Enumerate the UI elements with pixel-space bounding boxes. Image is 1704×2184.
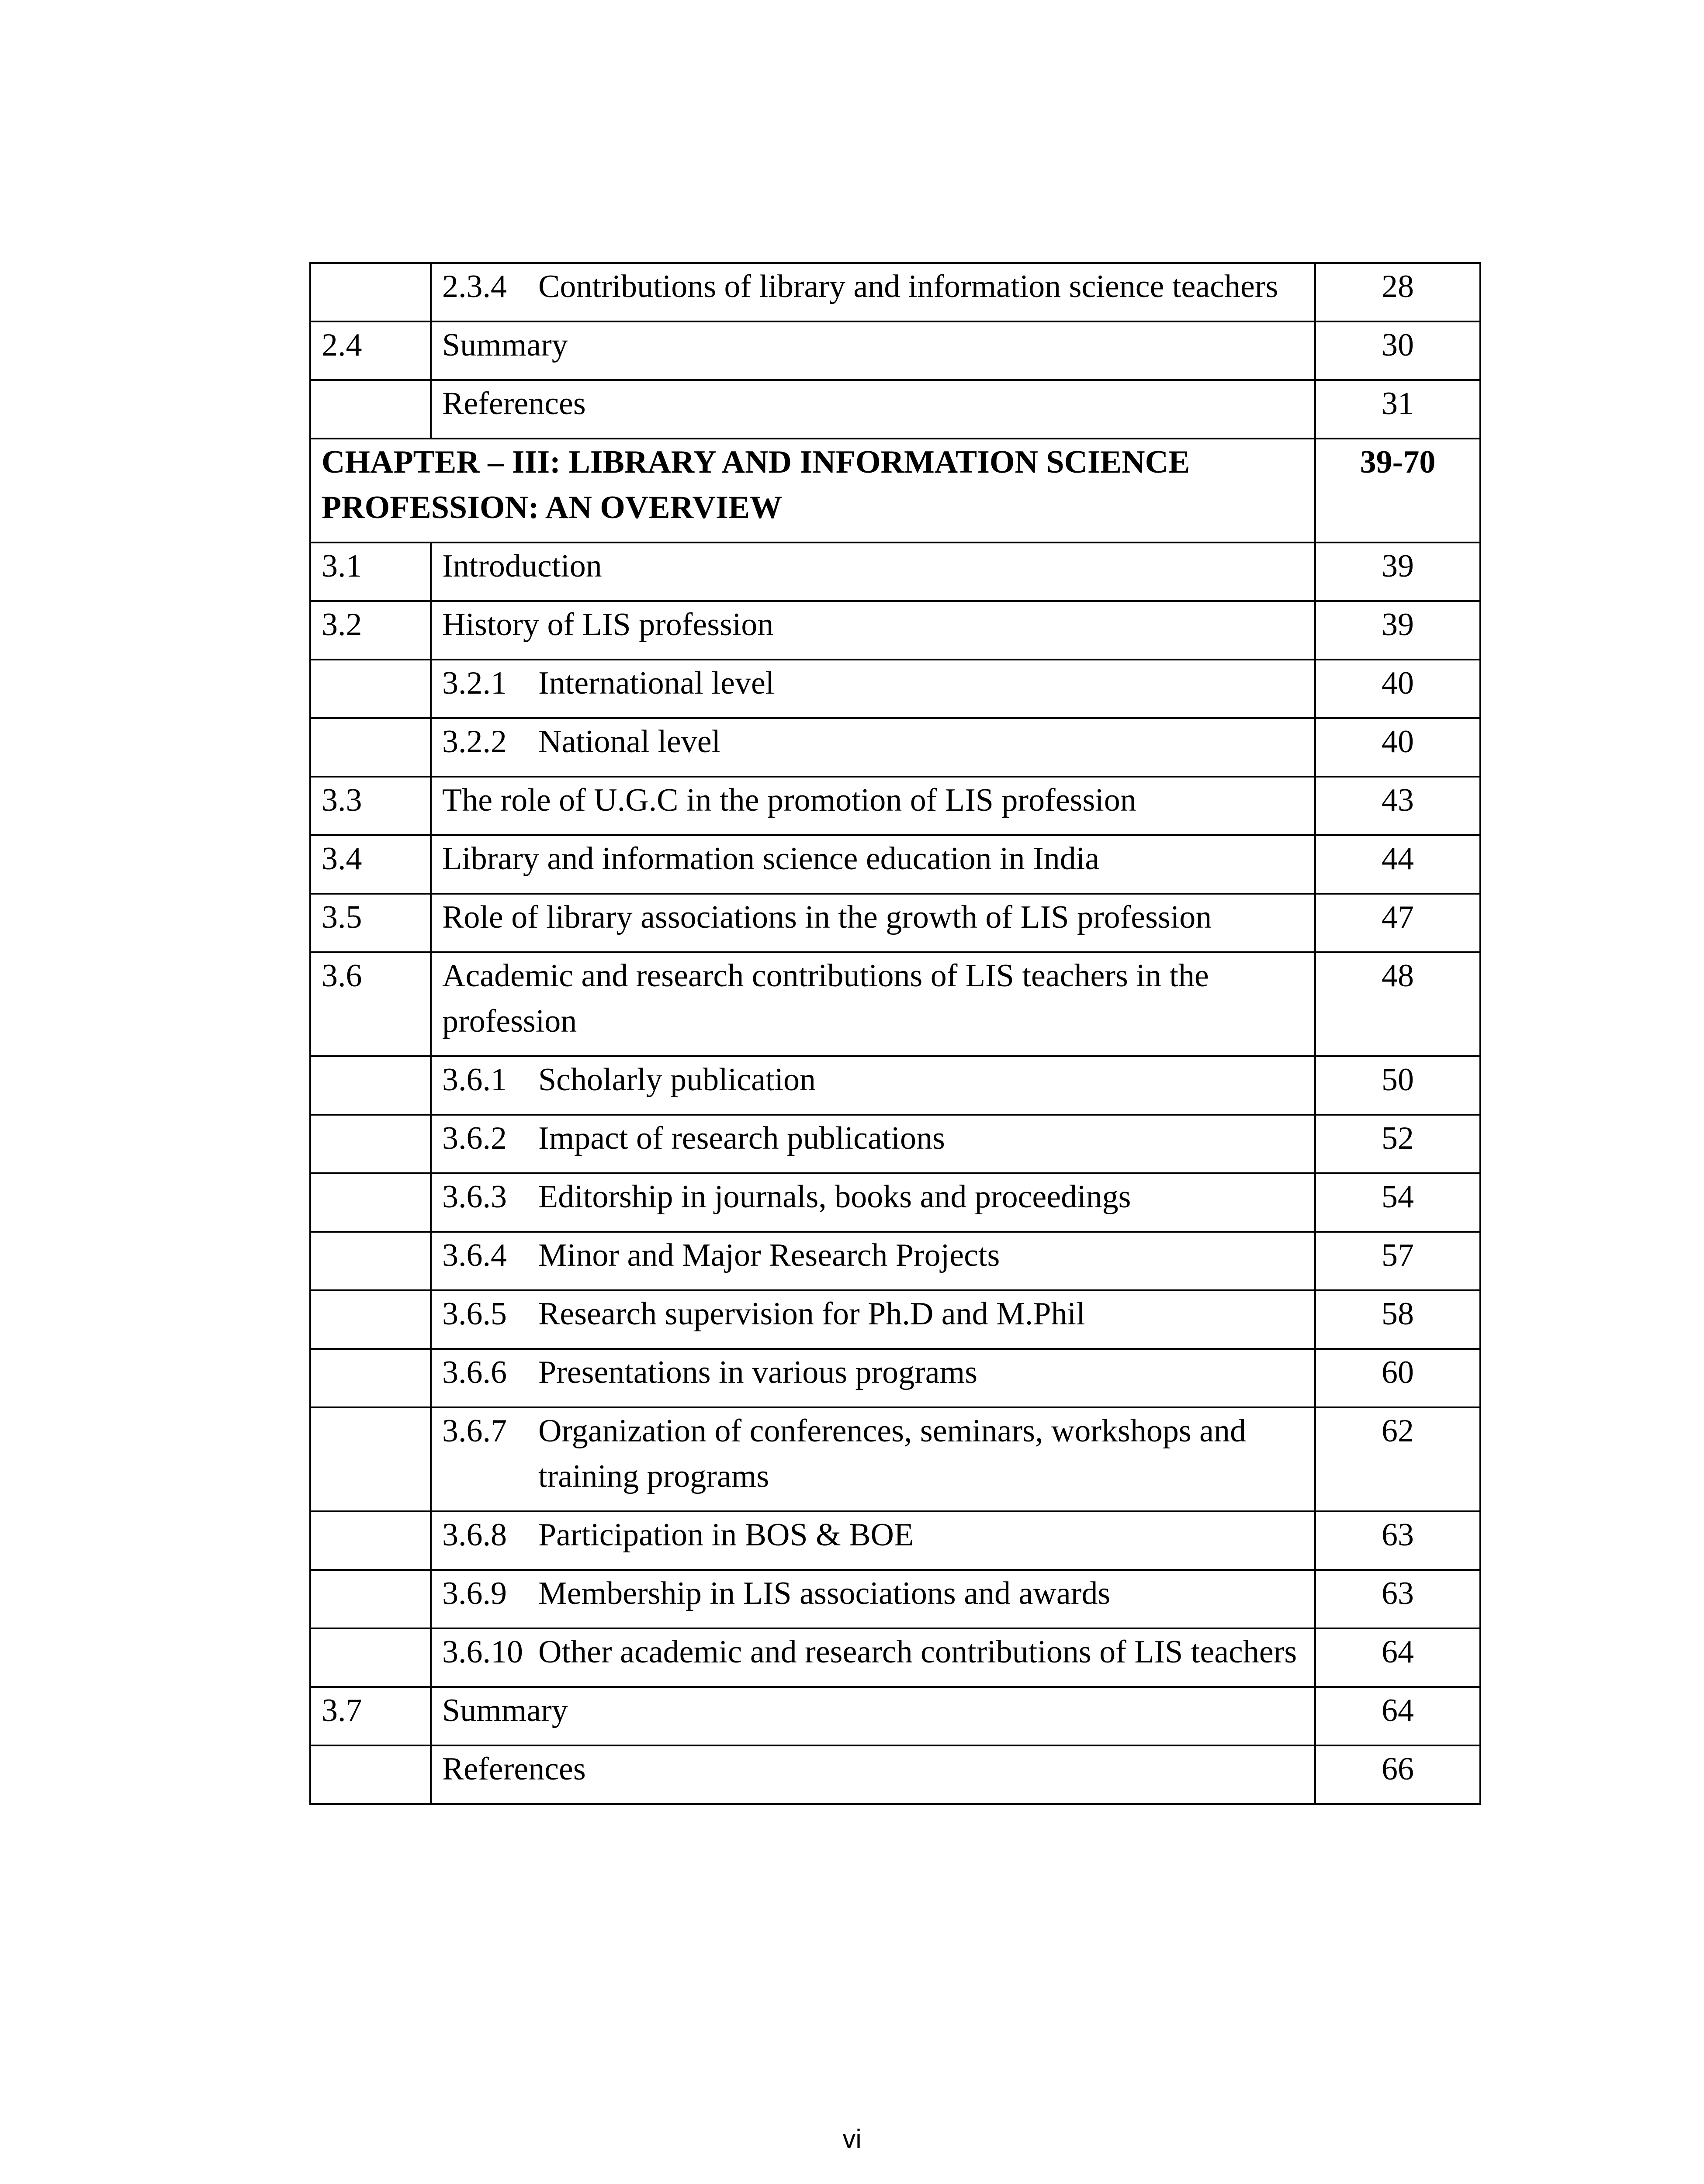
subsection-number: 3.6.8 (442, 1517, 507, 1553)
table-row (310, 1115, 1480, 1173)
subsection-number: 3.6.2 (442, 1120, 507, 1156)
page-ref: 43 (1315, 777, 1480, 835)
page-ref: 63 (1315, 1511, 1480, 1570)
entry-cell (431, 1349, 1315, 1407)
section-title: References (442, 1751, 586, 1787)
section-number: 2.4 (310, 321, 431, 380)
section-number (310, 718, 431, 777)
section-title: History of LIS profession (442, 607, 774, 643)
section-number: 3.4 (310, 835, 431, 894)
subsection-entry (442, 1629, 1304, 1675)
page-ref: 50 (1315, 1056, 1480, 1115)
subsection-title: Contributions of library and information science teachers (538, 269, 1278, 304)
section-number (310, 1173, 431, 1232)
subsection-title: Membership in LIS associations and awards (538, 1576, 1111, 1611)
page-ref: 44 (1315, 835, 1480, 894)
section-number: 3.2 (310, 601, 431, 660)
entry-cell (431, 380, 1315, 439)
subsection-entry (442, 1233, 1304, 1278)
entry-cell (431, 321, 1315, 380)
subsection-title: National level (538, 724, 721, 760)
section-number (310, 1115, 431, 1173)
page-ref: 48 (1315, 952, 1480, 1056)
subsection-number: 3.6.1 (442, 1062, 507, 1098)
table-row (310, 777, 1480, 835)
section-number (310, 660, 431, 718)
table-row (310, 1173, 1480, 1232)
section-number (310, 1290, 431, 1349)
section-title: Library and information science education in India (442, 841, 1100, 877)
entry-cell (431, 1232, 1315, 1290)
page-ref: 31 (1315, 380, 1480, 439)
table-row (310, 660, 1480, 718)
subsection-number: 2.3.4 (442, 269, 507, 304)
table-row (310, 952, 1480, 1056)
subsection-number: 3.6.5 (442, 1296, 507, 1332)
page-ref: 47 (1315, 894, 1480, 952)
table-row (310, 380, 1480, 439)
section-number (310, 1745, 431, 1804)
entry-cell (431, 1407, 1315, 1511)
section-number: 3.3 (310, 777, 431, 835)
page-ref: 40 (1315, 660, 1480, 718)
page-ref: 52 (1315, 1115, 1480, 1173)
chapter-page-range: 39-70 (1315, 439, 1480, 543)
section-title: Summary (442, 327, 568, 363)
section-number (310, 1056, 431, 1115)
entry-cell (431, 718, 1315, 777)
entry-cell (431, 894, 1315, 952)
entry-cell (431, 835, 1315, 894)
section-number: 3.5 (310, 894, 431, 952)
table-row (310, 543, 1480, 601)
subsection-entry (442, 264, 1304, 309)
subsection-entry (442, 660, 1304, 706)
page-ref: 39 (1315, 601, 1480, 660)
subsection-title: Organization of conferences, seminars, workshops and training programs (538, 1413, 1246, 1494)
subsection-title: Impact of research publications (538, 1120, 945, 1156)
entry-cell (431, 1628, 1315, 1687)
subsection-number: 3.6.6 (442, 1355, 507, 1390)
section-number: 3.1 (310, 543, 431, 601)
table-row (310, 894, 1480, 952)
table-row (310, 1290, 1480, 1349)
subsection-title: Participation in BOS & BOE (538, 1517, 914, 1553)
section-number (310, 263, 431, 321)
table-row (310, 718, 1480, 777)
entry-cell (431, 1745, 1315, 1804)
page-ref: 57 (1315, 1232, 1480, 1290)
page-ref: 54 (1315, 1173, 1480, 1232)
section-number (310, 1570, 431, 1628)
page-ref: 30 (1315, 321, 1480, 380)
subsection-number: 3.2.2 (442, 724, 507, 760)
entry-cell (431, 1115, 1315, 1173)
subsection-entry (442, 719, 1304, 764)
table-row (310, 1511, 1480, 1570)
section-title: Summary (442, 1693, 568, 1728)
entry-cell (431, 1570, 1315, 1628)
table-row (310, 1745, 1480, 1804)
table-row (310, 1056, 1480, 1115)
section-number: 3.6 (310, 952, 431, 1056)
section-title: Introduction (442, 548, 602, 584)
table-row (310, 601, 1480, 660)
table-row (310, 835, 1480, 894)
table-row (310, 1232, 1480, 1290)
section-title: The role of U.G.C in the promotion of LIS profession (442, 782, 1136, 818)
subsection-number: 3.6.3 (442, 1179, 507, 1215)
subsection-entry (442, 1291, 1304, 1337)
entry-cell (431, 777, 1315, 835)
subsection-title: Other academic and research contributions of LIS teachers (538, 1634, 1297, 1670)
chapter-title: CHAPTER – III: LIBRARY AND INFORMATION SCIENCE PROFESSION: AN OVERVIEW (310, 439, 1315, 543)
section-number (310, 1511, 431, 1570)
toc-body (310, 263, 1480, 1804)
table-row (310, 1349, 1480, 1407)
table-row (310, 263, 1480, 321)
page-ref: 58 (1315, 1290, 1480, 1349)
section-title: Role of library associations in the growth of LIS profession (442, 899, 1212, 935)
section-number (310, 1349, 431, 1407)
entry-cell (431, 543, 1315, 601)
subsection-number: 3.6.9 (442, 1576, 507, 1611)
section-number (310, 1407, 431, 1511)
section-number (310, 380, 431, 439)
entry-cell (431, 1173, 1315, 1232)
subsection-title: Minor and Major Research Projects (538, 1237, 1000, 1273)
subsection-entry (442, 1174, 1304, 1220)
entry-cell (431, 1687, 1315, 1745)
subsection-title: International level (538, 665, 775, 701)
subsection-title: Presentations in various programs (538, 1355, 977, 1390)
page-ref: 28 (1315, 263, 1480, 321)
page-ref: 66 (1315, 1745, 1480, 1804)
subsection-entry (442, 1057, 1304, 1102)
subsection-number: 3.6.7 (442, 1413, 507, 1449)
section-number (310, 1232, 431, 1290)
entry-cell (431, 263, 1315, 321)
page-ref: 63 (1315, 1570, 1480, 1628)
section-title: References (442, 386, 586, 422)
page-ref: 39 (1315, 543, 1480, 601)
table-row (310, 1407, 1480, 1511)
page-ref: 64 (1315, 1687, 1480, 1745)
subsection-title: Research supervision for Ph.D and M.Phil (538, 1296, 1085, 1332)
entry-cell (431, 1511, 1315, 1570)
page-ref: 60 (1315, 1349, 1480, 1407)
subsection-title: Scholarly publication (538, 1062, 816, 1098)
entry-cell (431, 1290, 1315, 1349)
subsection-title: Editorship in journals, books and proceedings (538, 1179, 1131, 1215)
table-row (310, 1628, 1480, 1687)
table-row (310, 1687, 1480, 1745)
subsection-entry (442, 1116, 1304, 1161)
subsection-entry (442, 1512, 1304, 1558)
entry-cell (431, 1056, 1315, 1115)
subsection-entry (442, 1571, 1304, 1616)
entry-cell (431, 601, 1315, 660)
page-ref: 62 (1315, 1407, 1480, 1511)
entry-cell (431, 952, 1315, 1056)
page-ref: 64 (1315, 1628, 1480, 1687)
section-number: 3.7 (310, 1687, 431, 1745)
section-title: Academic and research contributions of LIS teachers in the profession (442, 958, 1209, 1039)
table-row (310, 1570, 1480, 1628)
table-row (310, 321, 1480, 380)
section-number (310, 1628, 431, 1687)
page-number: vi (842, 2124, 862, 2153)
page-ref: 40 (1315, 718, 1480, 777)
entry-cell (431, 660, 1315, 718)
subsection-number: 3.6.10 (442, 1634, 523, 1670)
subsection-entry (442, 1408, 1304, 1499)
subsection-entry (442, 1350, 1304, 1395)
subsection-number: 3.6.4 (442, 1237, 507, 1273)
subsection-number: 3.2.1 (442, 665, 507, 701)
table-of-contents (309, 262, 1481, 1805)
toc-chapter-row (310, 439, 1480, 543)
